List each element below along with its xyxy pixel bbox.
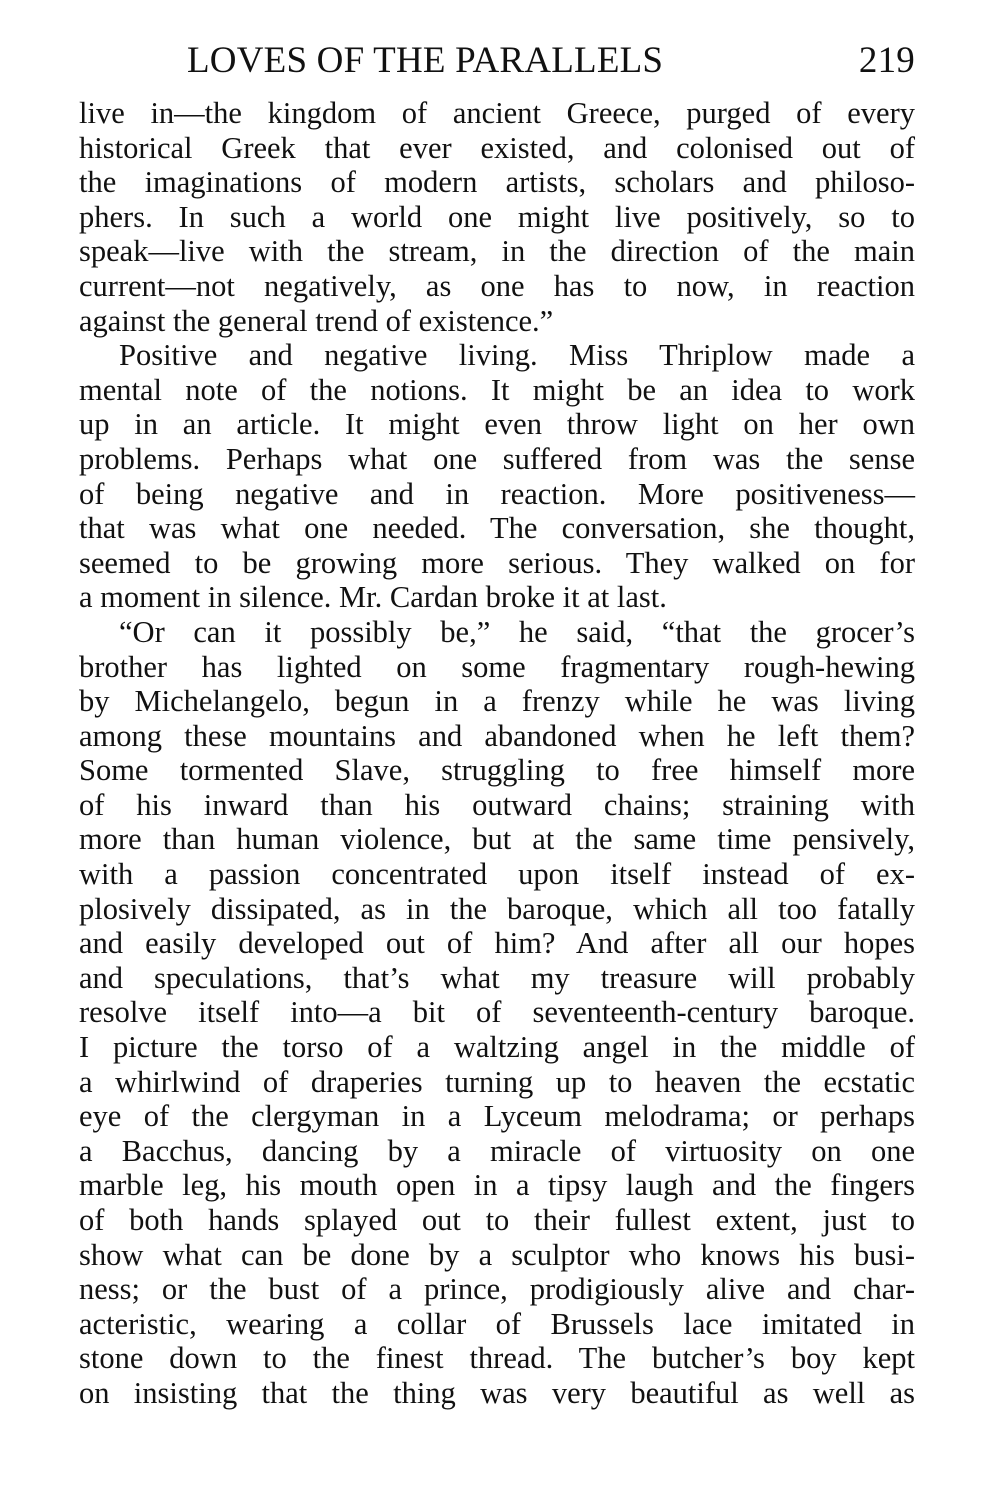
text-line: a moment in silence. Mr. Cardan broke it at last. xyxy=(79,580,667,615)
text-line: and easily developed out of him? And after all our hopes xyxy=(79,926,915,961)
text-line: eye of the clergyman in a Lyceum melodrama; or perhaps xyxy=(79,1099,915,1134)
text-line: the imaginations of modern artists, scholars and philoso- xyxy=(79,165,915,200)
text-line: by Michelangelo, begun in a frenzy while he was living xyxy=(79,684,915,719)
text-line: stone down to the finest thread. The butcher’s boy kept xyxy=(79,1341,915,1376)
paragraph xyxy=(79,615,915,1411)
text-line: and speculations, that’s what my treasure will probably xyxy=(79,960,915,995)
text-line: phers. In such a world one might live positively, so to xyxy=(79,199,915,234)
text-line: of both hands splayed out to their fullest extent, just to xyxy=(79,1203,915,1237)
running-head xyxy=(79,26,915,96)
text-line: against the general trend of existence.” xyxy=(79,303,554,338)
page-number: 219 xyxy=(858,40,915,81)
running-title: LOVES OF THE PARALLELS xyxy=(187,40,664,81)
text-line: brother has lighted on some fragmentary rough-hewing xyxy=(79,649,915,684)
text-line: live in—the kingdom of ancient Greece, purged of every xyxy=(79,96,915,130)
text-line: marble leg, his mouth open in a tipsy laugh and the fingers xyxy=(79,1168,915,1203)
text-line: problems. Perhaps what one suffered from was the sense xyxy=(79,441,915,476)
text-line: a Bacchus, dancing by a miracle of virtuosity on one xyxy=(79,1133,915,1168)
text-line: a whirlwind of draperies turning up to heaven the ecstatic xyxy=(79,1064,915,1099)
text-line: speak—live with the stream, in the direction of the main xyxy=(79,234,915,269)
text-line: acteristic, wearing a collar of Brussels lace imitated in xyxy=(79,1306,915,1341)
text-line: among these mountains and abandoned when he left them? xyxy=(79,718,915,753)
body-text xyxy=(79,96,915,1411)
text-line: historical Greek that ever existed, and colonised out of xyxy=(79,130,915,165)
text-line: show what can be done by a sculptor who knows his busi- xyxy=(79,1237,915,1272)
text-line: current—not negatively, as one has to now, in reaction xyxy=(79,268,915,303)
text-line: that was what one needed. The conversation, she thought, xyxy=(79,511,915,546)
text-line: more than human violence, but at the same time pensively, xyxy=(79,822,915,857)
text-line: up in an article. It might even throw light on her own xyxy=(79,407,915,442)
text-line: mental note of the notions. It might be an idea to work xyxy=(79,372,915,407)
text-line: “Or can it possibly be,” he said, “that the grocer’s xyxy=(119,614,915,649)
book-page xyxy=(79,26,915,1411)
text-line: I picture the torso of a waltzing angel in the middle of xyxy=(79,1030,915,1065)
text-line: Positive and negative living. Miss Thriplow made a xyxy=(119,338,915,373)
text-line: ness; or the bust of a prince, prodigiously alive and char- xyxy=(79,1272,915,1307)
text-line: Some tormented Slave, struggling to free himself more xyxy=(79,753,915,788)
text-line: on insisting that the thing was very beautiful as well as xyxy=(79,1375,915,1410)
text-line: plosively dissipated, as in the baroque, which all too fatally xyxy=(79,891,915,926)
text-line: of his inward than his outward chains; straining with xyxy=(79,787,915,822)
paragraph xyxy=(79,338,915,615)
text-line: resolve itself into—a bit of seventeenth-century baroque. xyxy=(79,995,915,1030)
paragraph xyxy=(79,96,915,338)
text-line: seemed to be growing more serious. They walked on for xyxy=(79,545,915,580)
text-line: of being negative and in reaction. More positiveness— xyxy=(79,476,915,511)
text-line: with a passion concentrated upon itself instead of ex- xyxy=(79,857,915,892)
